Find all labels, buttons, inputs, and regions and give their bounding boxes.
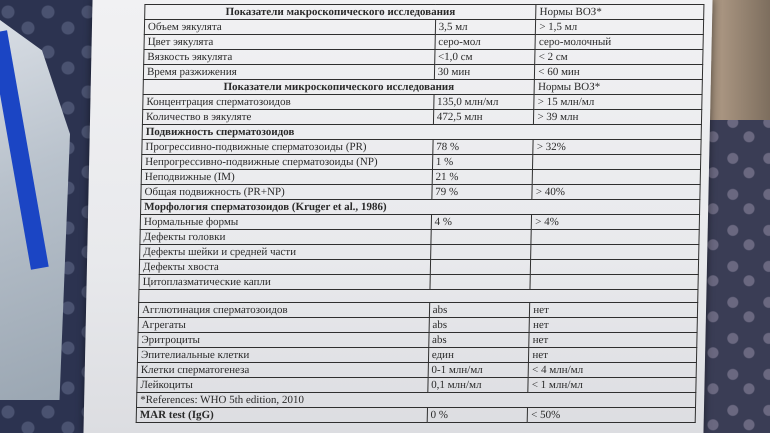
row-value [431,230,532,245]
table-row [140,245,699,260]
row-value: 30 мин [434,65,535,80]
row-norm: < 2 см [535,50,703,65]
references-row [136,393,695,408]
table-row [138,318,697,333]
row-norm: > 1,5 мл [536,20,704,35]
table-row [141,170,700,185]
row-value: един [428,348,529,363]
table-row [137,363,696,378]
row-value: серо-мол [435,35,536,50]
macro-norm-header: Нормы ВОЗ* [536,5,704,20]
row-label: Неподвижные (IM) [141,170,432,185]
row-norm: нет [529,333,697,348]
row-label: Эпителиальные клетки [137,348,428,363]
row-value [430,275,531,290]
row-label: Общая подвижность (PR+NP) [141,185,432,200]
row-norm [531,230,699,245]
motility-header: Подвижность сперматозоидов [142,125,701,140]
row-value: abs [429,318,530,333]
row-label: Лейкоциты [137,378,428,393]
row-norm [531,260,699,275]
row-norm: нет [529,318,697,333]
table-row [141,155,700,170]
references-note: *References: WHO 5th edition, 2010 [136,393,695,408]
row-value: 0-1 млн/мл [428,363,529,378]
row-value: 78 % [432,140,533,155]
row-norm: > 4% [532,215,700,230]
row-norm: < 60 мин [535,65,703,80]
morphology-header-row [141,200,700,215]
row-norm [531,245,699,260]
table-row [137,378,696,393]
row-value [430,260,531,275]
mar-value: 0 % [427,408,528,423]
table-row [144,35,703,50]
row-norm: > 40% [532,185,700,200]
row-label: Дефекты хвоста [139,260,430,275]
row-label: Дефекты головки [140,230,431,245]
table-row [140,215,699,230]
table-row [137,348,696,363]
macro-header-row [145,5,704,20]
motility-header-row [142,125,701,140]
table-row [138,303,697,318]
row-value: abs [428,333,529,348]
row-norm: серо-молочный [535,35,703,50]
row-norm: нет [530,303,698,318]
row-norm: > 39 млн [534,110,702,125]
macro-header: Показатели макроскопического исследования [145,5,537,20]
spacer-row [139,290,698,303]
row-value: 79 % [432,185,533,200]
table-row [138,333,697,348]
micro-header: Показатели микроскопического исследования [143,80,535,95]
document-sheet [83,0,712,433]
row-label: Объем эякулята [144,20,435,35]
row-value: 135,0 млн/мл [433,95,534,110]
row-label: Цитоплазматические капли [139,275,430,290]
row-label: Вязкость эякулята [144,50,435,65]
table-row [142,110,701,125]
mar-row [136,408,695,423]
table-row [143,65,702,80]
table-row [144,20,703,35]
row-label: Цвет эякулята [144,35,435,50]
row-label: Прогрессивно-подвижные сперматозоиды (PR) [142,140,433,155]
analysis-table [136,4,705,423]
micro-header-row [143,80,702,95]
row-label: Нормальные формы [140,215,431,230]
row-value: abs [429,303,530,318]
row-label: Эритроциты [138,333,429,348]
morphology-header: Морфология сперматозоидов (Kruger et al., 1986) [141,200,700,215]
row-norm [533,155,701,170]
row-value: 0,1 млн/мл [428,378,529,393]
micro-norm-header: Нормы ВОЗ* [534,80,702,95]
table-row [142,140,701,155]
row-value: 3,5 мл [435,20,536,35]
spacer-cell [139,290,698,303]
table-row [140,230,699,245]
row-norm [530,275,698,290]
table-row [141,185,700,200]
row-value: <1,0 см [434,50,535,65]
mar-norm: < 50% [527,408,695,423]
row-value: 472,5 млн [433,110,534,125]
row-label: Клетки сперматогенеза [137,363,428,378]
row-norm: > 15 млн/мл [534,95,702,110]
mar-label: MAR test (IgG) [136,408,427,423]
row-norm: < 1 млн/мл [528,378,696,393]
row-label: Агглютинация сперматозоидов [138,303,429,318]
row-value [430,245,531,260]
row-label: Время разжижения [143,65,434,80]
table-row [144,50,703,65]
row-norm [532,170,700,185]
row-norm: нет [529,348,697,363]
row-value: 4 % [431,215,532,230]
row-norm: > 32% [533,140,701,155]
row-label: Непрогрессивно-подвижные сперматозоиды (NP) [141,155,432,170]
row-norm: < 4 млн/мл [528,363,696,378]
row-value: 21 % [432,170,533,185]
row-label: Концентрация сперматозоидов [143,95,434,110]
table-row [139,260,698,275]
row-label: Дефекты шейки и средней части [140,245,431,260]
row-value: 1 % [432,155,533,170]
row-label: Агрегаты [138,318,429,333]
table-row [143,95,702,110]
table-row [139,275,698,290]
row-label: Количество в эякуляте [142,110,433,125]
